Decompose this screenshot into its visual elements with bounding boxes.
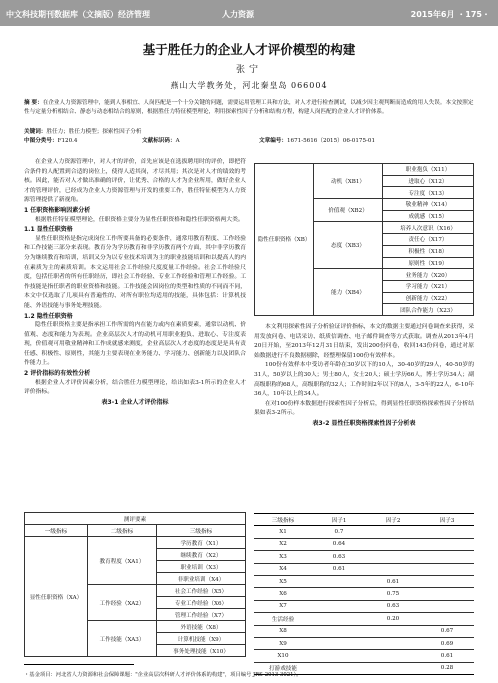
loading-cell	[366, 563, 420, 575]
left-column	[24, 158, 246, 407]
level3-cell: 团队合作能力（X23）	[383, 304, 474, 316]
loading-cell	[366, 551, 420, 563]
level2-cell: 态度（XB3）	[314, 222, 383, 269]
level3-cell: 进取心（X12）	[383, 175, 474, 187]
table-row	[254, 625, 474, 637]
col-header: 二级指标	[88, 525, 157, 537]
level3-cell: 计算机技能（X9）	[157, 633, 246, 645]
abstract	[24, 99, 474, 117]
loading-cell	[312, 588, 366, 600]
paragraph: 在对100份样本数据进行探索性因子分析后，得到显性任职资格探索性因子分析结果如表3-2所示。	[254, 400, 474, 417]
table-caption: 表3-2 显性任职资格探索性因子分析表	[312, 419, 416, 427]
level3-cell: 职业培训（X3）	[157, 561, 246, 573]
table-row	[254, 563, 474, 575]
loading-cell: 0.61	[366, 575, 420, 587]
level3-cell: 社会工作经验（X5）	[157, 585, 246, 597]
loading-cell	[366, 625, 420, 637]
loading-cell	[312, 637, 366, 649]
table-row	[254, 575, 474, 587]
author: 张宁	[235, 65, 262, 75]
keywords	[24, 128, 474, 137]
row-label-cell: 打游戏技能	[254, 662, 312, 674]
loading-cell: 0.61	[420, 650, 474, 662]
footnote: ・基金项目：河北省人力资源和社会保障课题："企业高层次科研人才评价体系的构建"，项目编号 JRS-2013-3021）。	[24, 672, 302, 678]
art-label: 文章编号：	[259, 138, 287, 144]
table-caption: 表3-1 企业人才评价指标	[101, 398, 169, 406]
section-heading: 1 任职资格影响因素分析	[24, 206, 91, 214]
loading-cell: 0.64	[312, 538, 366, 550]
keywords-label: 关键词：	[24, 129, 47, 135]
loading-cell	[420, 575, 474, 587]
level3-cell: 培养人次意识（X16）	[383, 222, 474, 234]
keywords-text: 胜任力；胜任力模型；探索性因子分析	[46, 129, 142, 135]
level3-cell: 创新能力（X22）	[383, 292, 474, 304]
section-heading: 2 评价指标的有效性分析	[24, 370, 91, 378]
loading-cell: 0.20	[366, 613, 420, 625]
row-label-cell: X1	[254, 526, 312, 538]
level2-cell: 动机（XB1）	[314, 164, 383, 199]
right-column	[254, 323, 474, 429]
table-row	[254, 538, 474, 550]
col-header: 三级指标	[254, 514, 312, 526]
level3-cell: 继续教育（X2）	[157, 549, 246, 561]
loading-cell	[312, 613, 366, 625]
level3-cell: 管理工作经验（X7）	[157, 609, 246, 621]
level3-cell: 专注度（X13）	[383, 187, 474, 199]
level1-cell: 隐性任职资格（XB）	[255, 164, 314, 316]
table-row	[254, 637, 474, 649]
cls-value: F120.4	[57, 138, 78, 144]
level3-cell: 职业抱负（X11）	[383, 164, 474, 176]
table-row	[254, 551, 474, 563]
paragraph: 显性任职资格是指完成岗位工作所要具备的必要条件，通常用教育程度、工作经验和工作技能三部分来表现。教育分为学历教育和非学历教育两个方面，其中非学历教育分为继续教育和培训，培训又分为以专业技术培训为主的职业技能培训和以提高人的内在素质为主的素质培训。本文运用社会工作经验尺度度量工作经验。社会工作经验尺度，包括任职者的所有任职经历，即社会工作经验、专业工作经验和管理工作经验。工作技能是指任职者的职业资格和技能。工作技能会因岗位的类型和性质的不同而不同，本文中仅选取了几项具有普遍性的、对所有职位均适用的技能，具体包括：计算机技能、外语技能与事务处理技能。	[24, 235, 246, 309]
col-header: 因子1	[312, 514, 366, 526]
level3-cell: 专业工作经验（X6）	[157, 597, 246, 609]
doc-label: 文献标识码：	[142, 138, 176, 144]
cls-label: 中图分类号：	[24, 138, 58, 144]
doc-value: A	[175, 138, 180, 144]
level3-cell: 成就感（X15）	[383, 210, 474, 222]
loading-cell	[420, 538, 474, 550]
loading-cell	[420, 551, 474, 563]
loading-cell	[312, 625, 366, 637]
page-header	[0, 0, 498, 26]
level1-cell: 显性任职资格（XA）	[25, 537, 88, 657]
loading-cell: 0.75	[366, 588, 420, 600]
section-name: 人力资源	[222, 10, 254, 19]
section-heading: 1.1 显性任职资格	[24, 226, 73, 234]
row-label-cell: X2	[254, 538, 312, 550]
level3-cell: 非职业培训（X4）	[157, 573, 246, 585]
col-header: 因子2	[366, 514, 420, 526]
level2-cell: 价值观（XB2）	[314, 199, 383, 222]
table-row	[254, 588, 474, 600]
loading-cell: 0.63	[366, 600, 420, 612]
row-label-cell: X3	[254, 551, 312, 563]
level3-cell: 学习能力（X21）	[383, 280, 474, 292]
level3-cell: 积极性（X18）	[383, 245, 474, 257]
row-label-cell: X8	[254, 625, 312, 637]
row-label-cell: X9	[254, 637, 312, 649]
level2-cell: 教育程度（XA1）	[88, 537, 157, 585]
row-label-cell: X10	[254, 650, 312, 662]
col-header: 一级指标	[25, 525, 88, 537]
section-heading: 1.2 隐性任职资格	[24, 312, 73, 320]
level3-cell: 外语技能（X8）	[157, 621, 246, 633]
loading-cell	[312, 600, 366, 612]
level2-cell: 工作技能（XA3）	[88, 621, 157, 657]
loading-cell	[312, 662, 366, 674]
row-label-cell: 生活经验	[254, 613, 312, 625]
row-label-cell: X7	[254, 600, 312, 612]
loading-cell: 0.69	[420, 637, 474, 649]
level3-cell: 责任心（X17）	[383, 234, 474, 246]
loading-cell: 0.7	[312, 526, 366, 538]
col-header: 三级指标	[157, 525, 246, 537]
loading-cell: 0.67	[420, 625, 474, 637]
loading-cell: 0.61	[312, 563, 366, 575]
loading-cell	[312, 575, 366, 587]
art-value: 1671-5616（2015）06-0175-01	[286, 138, 376, 144]
row-label-cell: X6	[254, 588, 312, 600]
level3-cell: 事务处理技能（X10）	[157, 645, 246, 657]
loading-cell	[420, 526, 474, 538]
table-top-header: 测评要素	[25, 513, 246, 525]
loading-cell	[420, 600, 474, 612]
level2-cell: 能力（XB4）	[314, 269, 383, 316]
journal-name: 中文科技期刊数据库（文摘版）经济管理	[6, 10, 150, 19]
indicator-table-implicit	[254, 163, 474, 316]
loading-cell	[420, 563, 474, 575]
abstract-label: 摘 要：	[24, 100, 43, 106]
row-label-cell: X4	[254, 563, 312, 575]
loading-cell	[420, 613, 474, 625]
loading-cell	[366, 538, 420, 550]
article-title: 基于胜任力的企业人才评价模型的构建	[142, 42, 356, 57]
affiliation: 燕山大学教务处，河北秦皇岛 066004	[170, 81, 328, 90]
loading-cell	[420, 588, 474, 600]
factor-analysis-table	[254, 513, 474, 675]
issue-page: 2015年6月 ・175・	[410, 10, 490, 19]
loading-cell	[366, 637, 420, 649]
paragraph: 100份有效样本中受访者年龄在30岁以下的10人，30-40岁的29人，40-50岁的31人，50岁以上的30人；男士80人，女士20人；硕士学历66人，博士学历34人；副高级职称的68人，高级职称的32人；工作时间2年以下的8人，3-5年的22人，6-10年36人，10年以上的34人。	[254, 362, 474, 398]
loading-cell: 0.63	[312, 551, 366, 563]
paragraph: 本文利用探索性因子分析验证评价指标，本文的数据主要通过问卷调查来获得，采用发放问卷、电话采访、纸质信调查、电子邮件调查等方式获取。调查从2013年4月20日开始，至2013年12月31日结束，发出200份问卷，收回143份问卷，通过对原始数据进行不良数据剔除，经整理保留100份有效样本。	[254, 324, 474, 359]
row-label-cell: X5	[254, 575, 312, 587]
paragraph: 在企业人力资源管理中，对人才的评价，首先应该是在选拔聘用时的评价，即把符合条件的人配置到合适的岗位上，使得人适其岗，才尽其用；其次是对人才的绩效的考核。因此，能否对人才做出准确的评价，让优秀、合格的人才为企业所用，做好企业人才的管理评价，已经成为企业人力资源管理与开发的重要工作，胜任特征模型为人力资源管理提供了新视角。	[24, 159, 246, 204]
loading-cell	[366, 662, 420, 674]
loading-cell: 0.28	[420, 662, 474, 674]
loading-cell	[312, 650, 366, 662]
abstract-text: 在企业人力资源管理中，能到人事相宜、人岗匹配是一个十分关键的问题，需要运用管理工具和方法，对人才进行检查测试，以减少因主观判断而造成的用人失误。本文按照定性与定量分析相结合、静态与动态相结合的原则，根据胜任力特征模型理论，利用探索性因子分析和结构方程，构建人岗匹配的企业人才评价体系。	[24, 100, 474, 116]
level2-cell: 工作经验（XA2）	[88, 585, 157, 621]
classification-line	[24, 137, 474, 146]
paragraph: 隐性任职资格主要是指承担工作所需的内在能力或内在素质要素，通常以动机、价值观、态度和能力为表现。企业高层次人才的动机可用职业抱负、进取心、专注度表现，价值观可用敬业精神和工作成就感来测度，企业高层次人才态度的态度是是具有责任感、积极性、原则性，其能力主要表现在业务能力、学习能力、创新能力以及团队合作能力上。	[24, 322, 246, 367]
indicator-table-explicit	[24, 512, 246, 657]
table-row	[254, 600, 474, 612]
paragraph: 根据胜任特征模型理论，任职资格主要分为显性任职资格和隐性任职资格两大类。	[35, 216, 244, 223]
loading-cell	[366, 526, 420, 538]
loading-cell	[366, 650, 420, 662]
paragraph: 根据企业人才评价因素分析，结合胜任力模型理论，给出如表3-1所示的企业人才评价指标。	[24, 379, 246, 396]
level3-cell: 原则性（X19）	[383, 257, 474, 269]
table-row	[254, 650, 474, 662]
table-row	[254, 613, 474, 625]
level3-cell: 敬业精神（X14）	[383, 199, 474, 211]
col-header: 因子3	[420, 514, 474, 526]
level3-cell: 学历教育（X1）	[157, 537, 246, 549]
footnote-rule	[24, 664, 134, 665]
table-row	[254, 526, 474, 538]
level3-cell: 业务能力（X20）	[383, 269, 474, 281]
